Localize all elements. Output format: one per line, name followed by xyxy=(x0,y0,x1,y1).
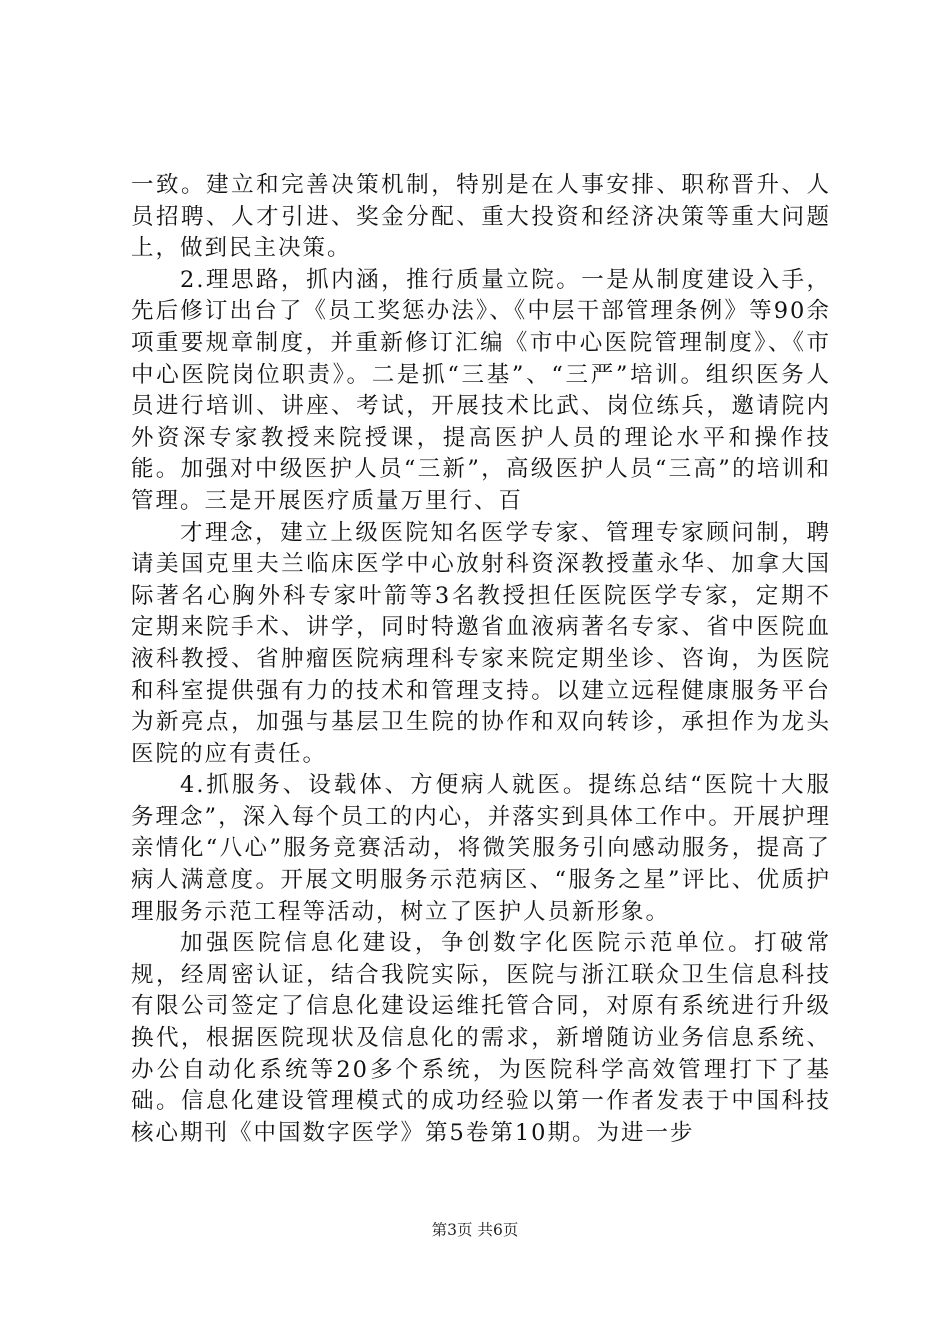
document-body xyxy=(131,170,831,1149)
paragraph-5: 加强医院信息化建设，争创数字化医院示范单位。打破常规，经周密认证，结合我院实际，医院与浙江联众卫生信息科技有限公司签定了信息化建设运维托管合同，对原有系统进行升级换代，根据医院现状及信息化的需求，新增随访业务信息系统、办公自动化系统等20多个系统，为医院科学高效管理打下了基础。信息化建设管理模式的成功经验以第一作者发表于中国科技核心期刊《中国数字医学》第5卷第10期。为进一步 xyxy=(131,930,831,1146)
paragraph-4: 4.抓服务、设载体、方便病人就医。提练总结“医院十大服务理念”，深入每个员工的内心，并落实到具体工作中。开展护理亲情化“八心”服务竞赛活动，将微笑服务引向感动服务，提高了病人满意度。开展文明服务示范病区、“服务之星”评比、优质护理服务示范工程等活动，树立了医护人员新形象。 xyxy=(131,772,831,925)
paragraph-1: 一致。建立和完善决策机制，特别是在人事安排、职称晋升、人员招聘、人才引进、奖金分配、重大投资和经济决策等重大问题上，做到民主决策。 xyxy=(131,172,831,262)
page-footer: 第3页 共6页 xyxy=(431,1221,519,1239)
paragraph-3: 才理念，建立上级医院知名医学专家、管理专家顾问制，聘请美国克里夫兰临床医学中心放射科资深教授董永华、加拿大国际著名心胸外科专家叶箭等3名教授担任医院医学专家，定期不定期来院手术、讲学，同时特邀省血液病著名专家、省中医院血液科教授、省肿瘤医院病理科专家来院定期坐诊、咨询，为医院和科室提供强有力的技术和管理支持。以建立远程健康服务平台为新亮点，加强与基层卫生院的协作和双向转诊，承担作为龙头医院的应有责任。 xyxy=(131,519,831,767)
paragraph-2: 2.理思路，抓内涵，推行质量立院。一是从制度建设入手，先后修订出台了《员工奖惩办法》、《中层干部管理条例》等90余项重要规章制度，并重新修订汇编《市中心医院管理制度》、《市中心医院岗位职责》。二是抓“三基”、“三严”培训。组织医务人员进行培训、讲座、考试，开展技术比武、岗位练兵，邀请院内外资深专家教授来院授课，提高医护人员的理论水平和操作技能。加强对中级医护人员“三新”，高级医护人员“三高”的培训和管理。三是开展医疗质量万里行、百 xyxy=(131,266,831,514)
